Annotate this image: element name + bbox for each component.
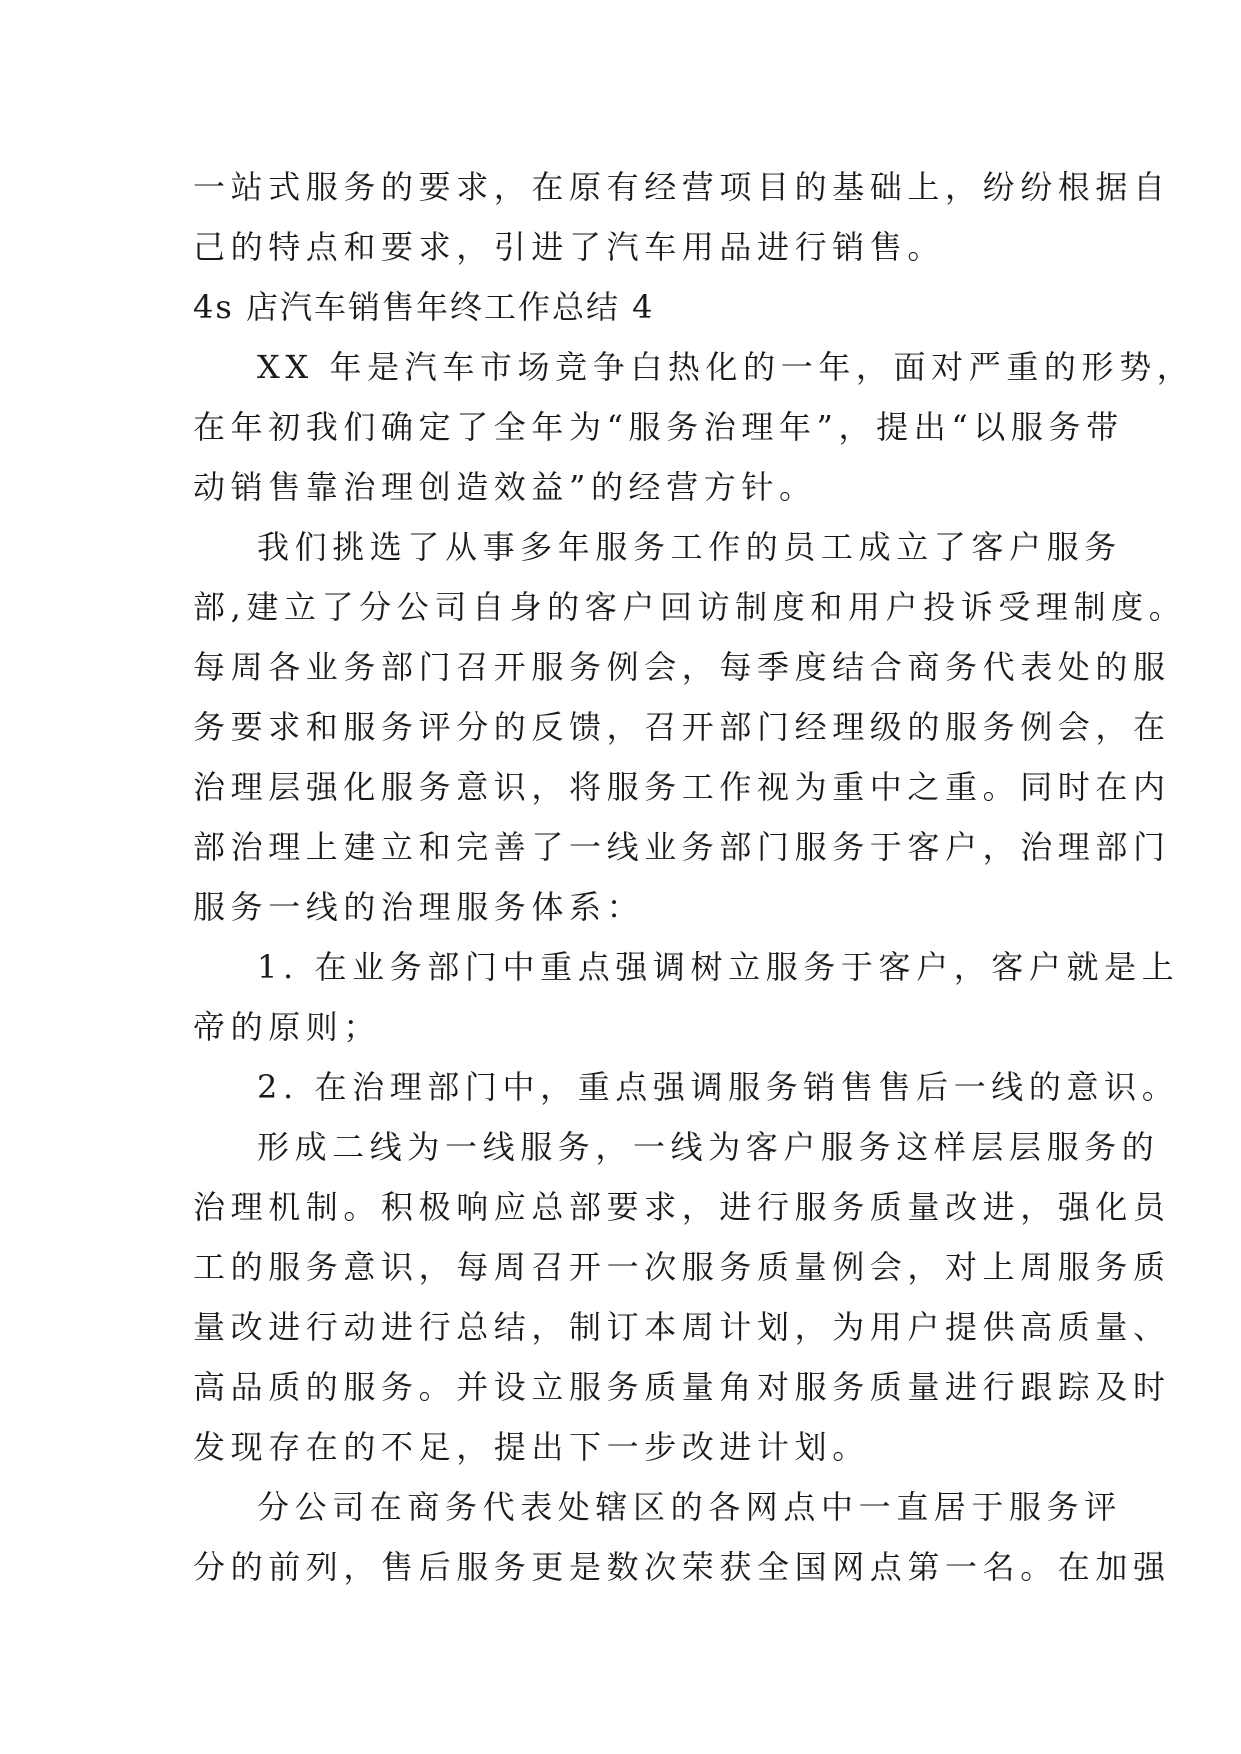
text-line: 治理机制。积极响应总部要求，进行服务质量改进，强化员: [193, 1188, 1171, 1226]
text-line: 治理层强化服务意识，将服务工作视为重中之重。同时在内: [193, 768, 1171, 806]
paragraph-start: 形成二线为一线服务，一线为客户服务这样层层服务的: [257, 1128, 1160, 1166]
text-line: 发现存在的不足，提出下一步改进计划。: [193, 1428, 870, 1466]
text-line: 帝的原则；: [193, 1008, 382, 1046]
text-line: 量改进行动进行总结，制订本周计划，为用户提供高质量、: [193, 1308, 1171, 1346]
section-heading: 4s 店汽车销售年终工作总结 4: [193, 288, 655, 326]
text-line: 部治理上建立和完善了一线业务部门服务于客户，治理部门: [193, 828, 1171, 866]
text-line: 一站式服务的要求，在原有经营项目的基础上，纷纷根据自: [193, 168, 1171, 206]
text-line: 每周各业务部门召开服务例会，每季度结合商务代表处的服: [193, 648, 1171, 686]
list-item-1: 1. 在业务部门中重点强调树立服务于客户，客户就是上: [257, 948, 1180, 986]
paragraph-start: 我们挑选了从事多年服务工作的员工成立了客户服务: [257, 528, 1122, 566]
list-item-2: 2. 在治理部门中，重点强调服务销售售后一线的意识。: [257, 1068, 1180, 1106]
text-line: 工的服务意识，每周召开一次服务质量例会，对上周服务质: [193, 1248, 1171, 1286]
text-line: 在年初我们确定了全年为“服务治理年”，提出“以服务带: [193, 408, 1124, 446]
text-line: 部,建立了分公司自身的客户回访制度和用户投诉受理制度。: [193, 588, 1187, 626]
paragraph-start: 分公司在商务代表处辖区的各网点中一直居于服务评: [257, 1488, 1122, 1526]
text-line: 服务一线的治理服务体系：: [193, 888, 645, 926]
paragraph-start: XX 年是汽车市场竞争白热化的一年，面对严重的形势，: [257, 348, 1195, 386]
text-line: 己的特点和要求，引进了汽车用品进行销售。: [193, 228, 946, 266]
text-line: 务要求和服务评分的反馈，召开部门经理级的服务例会，在: [193, 708, 1171, 746]
text-line: 分的前列，售后服务更是数次荣获全国网点第一名。在加强: [193, 1548, 1171, 1586]
text-line: 高品质的服务。并设立服务质量角对服务质量进行跟踪及时: [193, 1368, 1171, 1406]
text-line: 动销售靠治理创造效益”的经营方针。: [193, 468, 817, 506]
